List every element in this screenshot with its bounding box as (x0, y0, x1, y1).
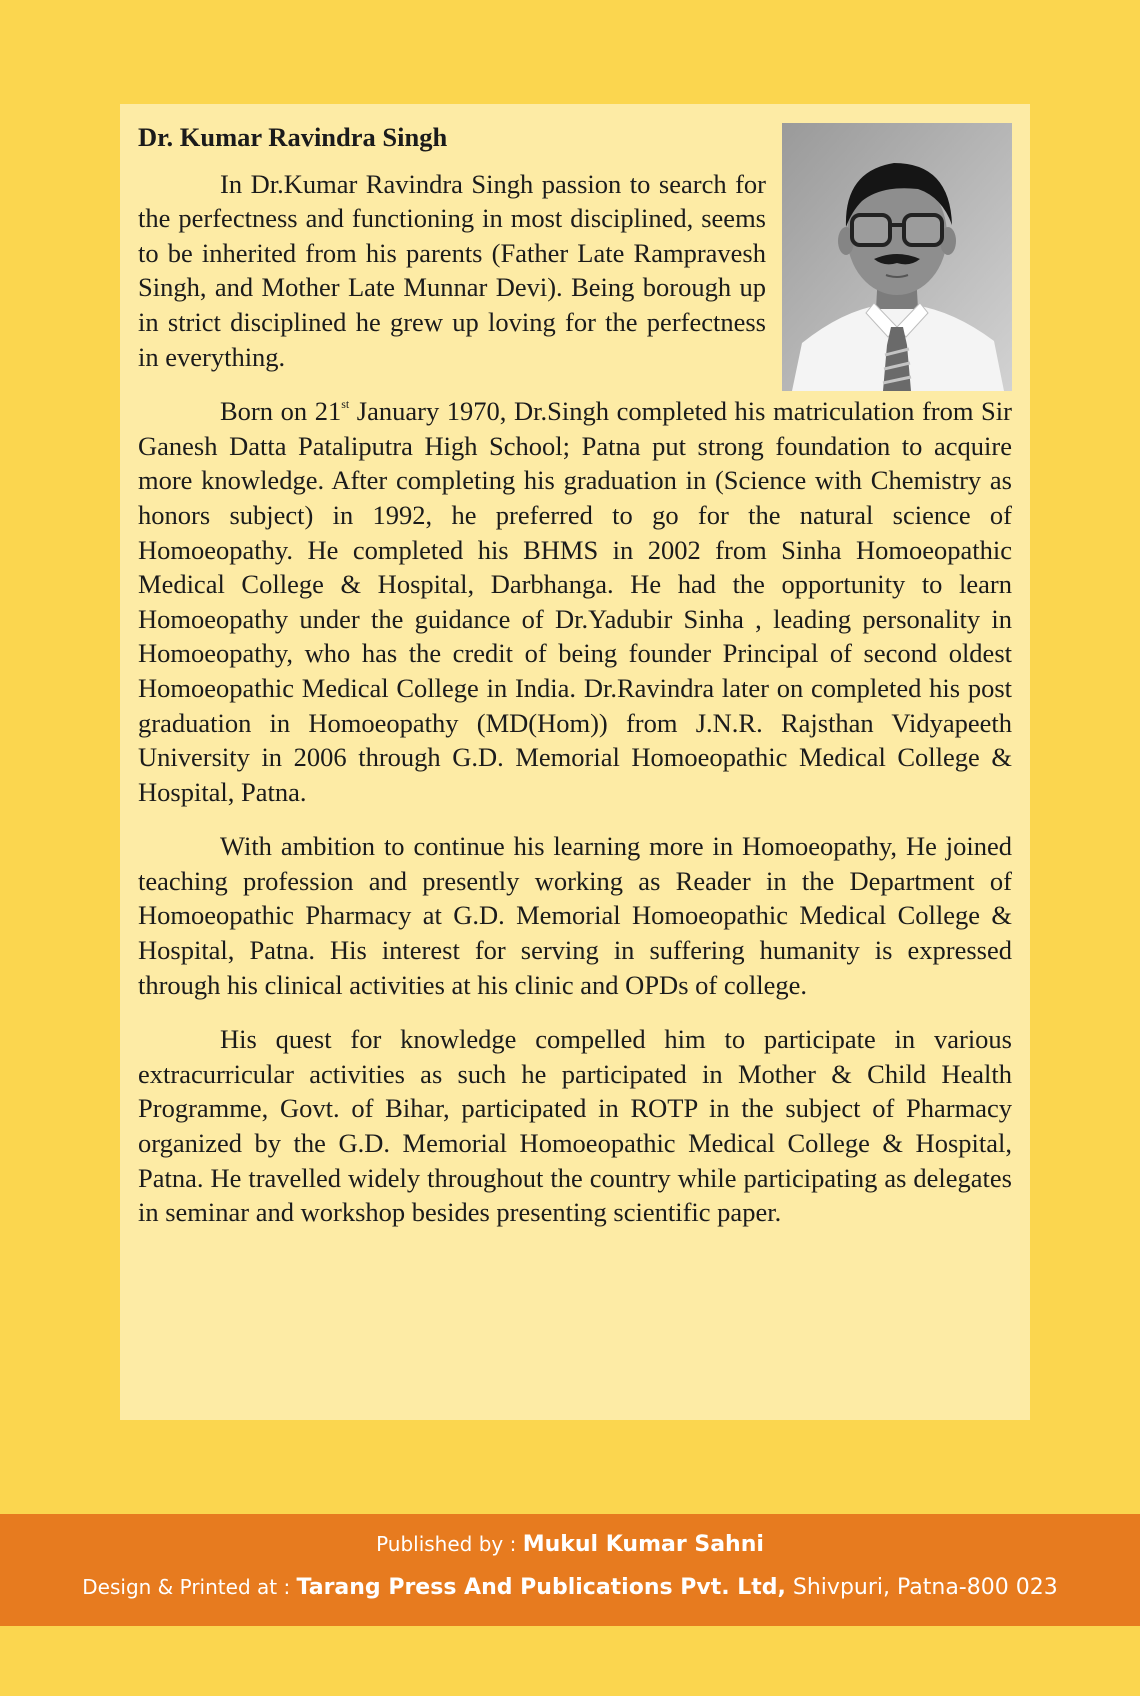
paragraph-education-start: Born on 21 (220, 396, 342, 427)
paragraph-activities: His quest for knowledge compelled him to participate in various extracurricular activities as such he participated in Mother & Child Health Programme, Govt. of Bihar, participated in ROTP in the subject of Pharmacy organized by the G.D. Memorial Homoeopathic Medical College & Hospital, Patna. He travelled widely throughout the country while participating as delegates in seminar and workshop besides presenting scientific paper. (138, 1024, 1012, 1228)
publisher-line (0, 1532, 1140, 1557)
paragraph-education-rest: January 1970, Dr.Singh completed his matriculation from Sir Ganesh Datta Pataliputra High School; Patna put strong foundation to acquire more knowledge. After completing his graduation in (Science with Chemistry as honors subject) in 1992, he preferred to go for the natural science of Homoeopathy. He completed his BHMS in 2002 from Sinha Homoeopathic Medical College & Hospital, Darbhanga. He had the opportunity to learn Homoeopathy under the guidance of Dr.Yadubir Sinha , leading personality in Homoeopathy, who has the credit of being founder Principal of second oldest Homoeopathic Medical College in India. Dr.Ravindra later on completed his post graduation in Homoeopathy (MD(Hom)) from J.N.R. Rajsthan Vidyapeeth University in 2006 through G.D. Memorial Homoeopathic Medical College & Hospital, Patna. (138, 396, 1012, 807)
paragraph-career: With ambition to continue his learning more in Homoeopathy, He joined teaching profession and presently working as Reader in the Department of Homoeopathic Pharmacy at G.D. Memorial Homoeopathic Medical College & Hospital, Patna. His interest for serving in suffering humanity is expressed through his clinical activities at his clinic and OPDs of college. (138, 831, 1012, 1000)
paragraph-intro: In Dr.Kumar Ravindra Singh passion to search for the perfectness and functioning in most disciplined, seems to be inherited from his parents (Father Late Rampravesh Singh, and Mother Late Munnar Devi). Being borough up in strict disciplined he grew up loving for the perfectness in everything. (138, 168, 766, 372)
biography-text (138, 120, 1012, 1250)
ordinal-suffix: st (341, 397, 350, 412)
printer-name: Tarang Press And Publications Pvt. Ltd, (296, 1575, 786, 1600)
paragraph-education (138, 394, 1012, 809)
footer-band (0, 1514, 1140, 1626)
publisher-name: Mukul Kumar Sahni (522, 1532, 764, 1557)
printed-label: Design & Printed at : (82, 1575, 297, 1599)
published-label: Published by : (376, 1532, 523, 1556)
printer-location: Shivpuri, Patna-800 023 (785, 1575, 1058, 1600)
page-title: Dr. Kumar Ravindra Singh (138, 122, 448, 152)
printer-line (0, 1575, 1140, 1600)
